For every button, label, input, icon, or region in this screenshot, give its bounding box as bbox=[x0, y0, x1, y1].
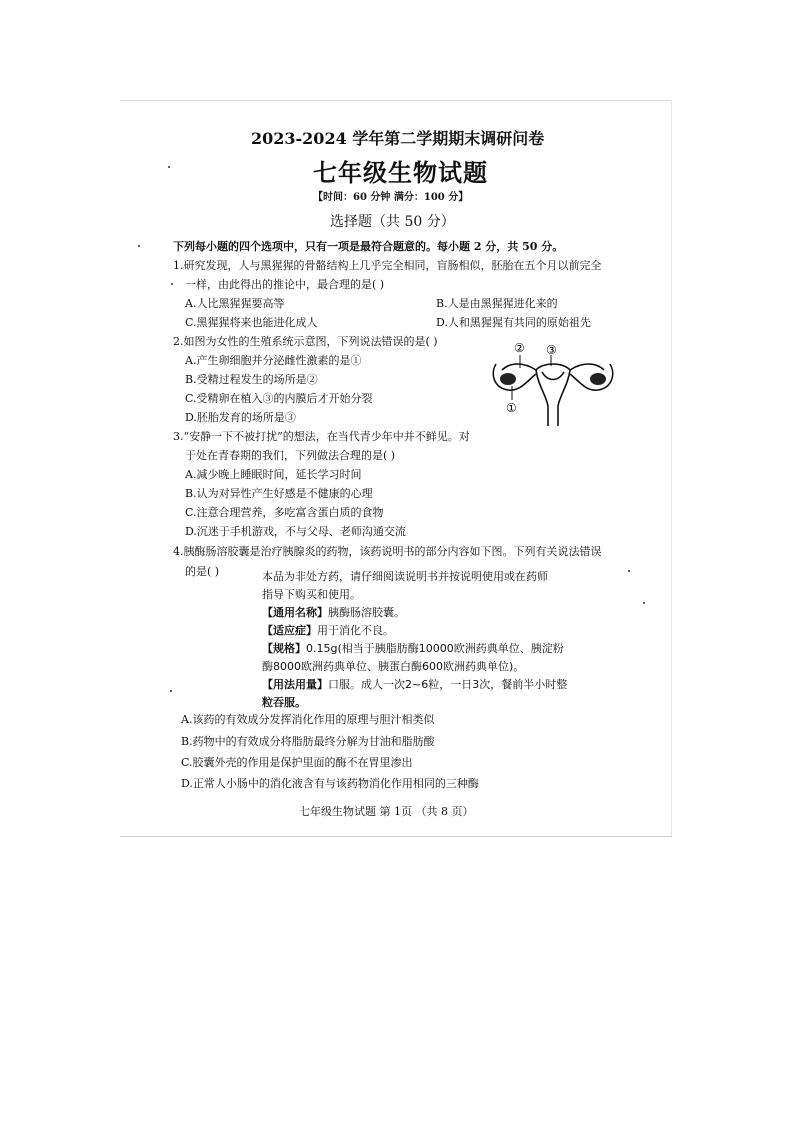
leaflet-value: 0.15g(相当于胰脂肪酶10000欧洲药典单位、胰淀粉 bbox=[306, 642, 564, 655]
leaflet-usage bbox=[262, 676, 567, 692]
question-4-stem-line-1: 4.胰酶肠溶胶囊是治疗胰腺炎的药物，该药说明书的部分内容如下图。下列有关说法错误 bbox=[173, 545, 602, 558]
exam-year-title: 2023-2024 学年第二学期期末调研问卷 bbox=[251, 129, 545, 148]
page-footer: 七年级生物试题 第 1页 （共 8 页） bbox=[299, 805, 474, 818]
question-2-option-b: B.受精过程发生的场所是② bbox=[185, 373, 318, 386]
question-4-option-b: B.药物中的有效成分将脂肪最终分解为甘油和脂肪酸 bbox=[181, 735, 435, 748]
question-3-option-d: D.沉迷于手机游戏，不与父母、老师沟通交流 bbox=[185, 525, 406, 538]
question-3-stem-line-1: 3.“安静一下不被打扰”的想法，在当代青少年中并不鲜见。对 bbox=[173, 430, 470, 443]
question-3-option-c: C.注意合理营养，多吃富含蛋白质的食物 bbox=[185, 506, 384, 519]
figure-label-3: ③ bbox=[546, 343, 557, 357]
scan-speck bbox=[171, 283, 173, 285]
leaflet-indication bbox=[262, 622, 394, 638]
leaflet-spec bbox=[262, 640, 564, 656]
page-title: 七年级生物试题 bbox=[313, 159, 488, 187]
question-4-option-d: D.正常人小肠中的消化液含有与该药物消化作用相同的三种酶 bbox=[181, 777, 479, 790]
leaflet-tag: 【用法用量】 bbox=[262, 678, 328, 691]
exam-meta: 【时间：60 分钟 满分：100 分】 bbox=[313, 192, 469, 203]
leaflet-spec-cont: 酶8000欧洲药典单位、胰蛋白酶600欧洲药典单位)。 bbox=[262, 660, 525, 673]
question-2-option-a: A.产生卵细胞并分泌雌性激素的是① bbox=[185, 354, 362, 367]
question-4-stem-line-2: 的是( ) bbox=[185, 565, 220, 578]
scan-speck bbox=[628, 570, 630, 572]
leaflet-generic-name bbox=[262, 604, 405, 620]
figure-label-1: ① bbox=[506, 401, 517, 415]
scan-speck bbox=[168, 166, 170, 168]
question-1-option-a: A.人比黑猩猩要高等 bbox=[185, 297, 285, 310]
leaflet-line-1: 本品为非处方药，请仔细阅读说明书并按说明使用或在药师 bbox=[262, 570, 548, 583]
leaflet-value: 口服。成人一次2~6粒，一日3次，餐前半小时整 bbox=[328, 678, 568, 691]
section-title: 选择题（共 50 分） bbox=[330, 214, 455, 230]
leaflet-tag: 【通用名称】 bbox=[262, 606, 328, 619]
leaflet-line-2: 指导下购买和使用。 bbox=[262, 588, 361, 601]
question-4-option-c: C.胶囊外壳的作用是保护里面的酶不在胃里渗出 bbox=[181, 756, 413, 769]
page-edge-top bbox=[120, 100, 672, 101]
question-1-stem-line-2: 一样，由此得出的推论中，最合理的是( ) bbox=[185, 278, 385, 291]
question-3-stem-line-2: 于处在青春期的我们，下列做法合理的是( ) bbox=[185, 449, 396, 462]
question-4-option-a: A.该药的有效成分发挥消化作用的原理与胆汁相类似 bbox=[181, 713, 435, 726]
question-1-option-d: D.人和黑猩猩有共同的原始祖先 bbox=[436, 316, 591, 329]
leaflet-value: 用于消化不良。 bbox=[317, 624, 394, 637]
question-2-option-c: C.受精卵在植入③的内膜后才开始分裂 bbox=[185, 392, 373, 405]
question-3-option-b: B.认为对异性产生好感是不健康的心理 bbox=[185, 487, 373, 500]
scan-speck bbox=[643, 602, 645, 604]
question-3-option-a: A.减少晚上睡眠时间，延长学习时间 bbox=[185, 468, 362, 481]
page-edge-bottom bbox=[120, 836, 672, 837]
leaflet-usage-cont: 粒吞服。 bbox=[262, 696, 306, 709]
leaflet-value: 胰酶肠溶胶囊。 bbox=[328, 606, 405, 619]
leaflet-tag: 【适应症】 bbox=[262, 624, 317, 637]
question-1-option-b: B.人是由黑猩猩进化来的 bbox=[436, 297, 558, 310]
question-2-stem: 2.如图为女性的生殖系统示意图，下列说法错误的是( ) bbox=[173, 335, 438, 348]
section-instruction: 下列每小题的四个选项中，只有一项是最符合题意的。每小题 2 分，共 50 分。 bbox=[173, 240, 564, 253]
scan-speck bbox=[138, 245, 140, 247]
leaflet-tag: 【规格】 bbox=[262, 642, 306, 655]
question-1-option-c: C.黑猩猩将来也能进化成人 bbox=[185, 316, 318, 329]
question-2-option-d: D.胚胎发育的场所是③ bbox=[185, 411, 296, 424]
figure-label-2: ② bbox=[514, 341, 525, 355]
uterus-diagram-icon bbox=[488, 340, 618, 430]
question-1-stem-line-1: 1.研究发现，人与黑猩猩的骨骼结构上几乎完全相同，盲肠相似，胚胎在五个月以前完全 bbox=[173, 259, 602, 272]
scan-speck bbox=[170, 690, 172, 692]
female-reproductive-system-figure bbox=[488, 340, 618, 430]
page-edge-right bbox=[671, 100, 672, 836]
